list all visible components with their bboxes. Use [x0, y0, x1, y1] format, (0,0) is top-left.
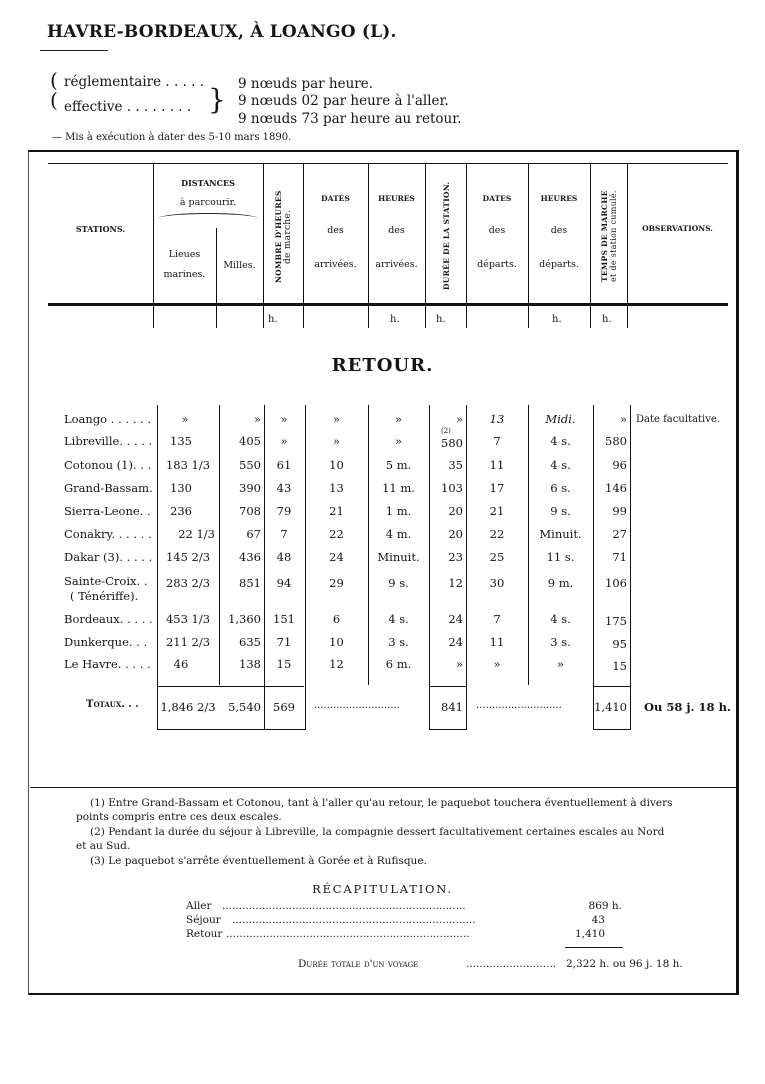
header-heures-dep-l2: des	[550, 225, 568, 236]
row-milles: 1,360	[228, 612, 261, 626]
row-milles: 550	[239, 458, 261, 472]
header-observations: OBSERVATIONS.	[642, 224, 713, 233]
row-station: Cotonou (1). . .	[64, 458, 152, 472]
header-heures-arr-l2: des	[388, 225, 405, 236]
totals-lieues: 1,846 2/3	[160, 700, 216, 714]
totals-heures: 569	[273, 700, 295, 714]
col-line-5	[368, 163, 369, 328]
row-heure-arr: »	[394, 434, 403, 448]
row-lieues: 22 1/3	[178, 527, 215, 541]
notes-separator	[30, 787, 736, 788]
brace-left-effective: (	[50, 88, 58, 112]
note-1-cont: points compris entre ces deux escales.	[76, 811, 282, 823]
row-heures: »	[280, 434, 288, 448]
section-title-retour: RETOUR.	[331, 355, 434, 376]
retour-speed-value: 9 nœuds 73 par heure au retour.	[238, 111, 462, 127]
col-line-4	[303, 163, 304, 328]
row-milles: 390	[239, 481, 261, 495]
row-heure-arr: 4 s.	[388, 612, 409, 626]
row-date-arr: »	[332, 434, 341, 448]
row-date-arr: »	[332, 412, 341, 426]
row-lieues: 236	[170, 504, 192, 518]
data-line-f	[593, 405, 594, 730]
page-title: HAVRE-BORDEAUX, À LOANGO (L).	[47, 22, 397, 42]
row-date-arr: 12	[329, 657, 344, 671]
unit-cumul: h.	[602, 314, 612, 325]
row-station: Dakar (3). . . . .	[64, 550, 153, 564]
data-line-e	[466, 405, 467, 730]
row-duree: 20	[448, 527, 463, 541]
row-date-arr: 10	[329, 635, 344, 649]
header-bottom-rule	[48, 303, 728, 306]
totals-dots-2: ...........................	[476, 700, 562, 711]
col-line-10	[627, 163, 628, 328]
col-line-2	[216, 228, 217, 328]
recap-retour-dots: .........................................................................	[226, 928, 470, 940]
totals-bottom-c	[593, 729, 630, 730]
row-heure-arr: 11 m.	[382, 481, 415, 495]
recap-rule	[565, 947, 623, 948]
header-dates-arr-l2: des	[327, 225, 344, 236]
row-heure-dep: 11 s.	[546, 550, 575, 564]
note-2: (2) Pendant la durée du séjour à Libreville, la compagnie dessert facultativement certaines escales au Nord	[90, 826, 665, 838]
row-date-dep: 7	[493, 612, 501, 626]
row-milles: 67	[246, 527, 261, 541]
row-lieues: »	[181, 412, 189, 426]
row-date-dep: 7	[493, 434, 501, 448]
header-distances-l1: DISTANCES	[181, 178, 235, 188]
header-dates-arr-l3: arrivées.	[314, 259, 357, 270]
row-lieues: 283 2/3	[165, 576, 211, 590]
row-lieues: 453 1/3	[165, 612, 211, 626]
row-duree: 23	[448, 550, 463, 564]
row-heures: 43	[276, 481, 292, 495]
recap-title: RÉCAPITULATION.	[312, 882, 453, 896]
row-date-arr: 24	[329, 550, 344, 564]
row-duree: »	[455, 412, 463, 426]
row-milles: 436	[239, 550, 261, 564]
aller-speed-value: 9 nœuds 02 par heure à l'aller.	[238, 93, 449, 109]
col-line-3	[263, 163, 264, 328]
row-heure-arr: 1 m.	[385, 504, 412, 518]
row-station: Loango . . . . . .	[64, 412, 151, 426]
row-heure-arr: 4 m.	[385, 527, 412, 541]
row-heures: »	[280, 412, 288, 426]
header-duree-station: DURÉE DE LA STATION.	[441, 181, 451, 291]
row-lieues: 46	[173, 657, 189, 671]
row-heure-dep: 4 s.	[550, 458, 571, 472]
recap-sejour-label: Séjour	[186, 914, 221, 926]
row-heures: 79	[276, 504, 292, 518]
row-milles: 851	[239, 576, 261, 590]
row-cumul: »	[619, 412, 627, 426]
header-temps-cumule: TEMPS DE MARCHE et de station cumulé.	[600, 190, 618, 282]
header-heures-dep-l1: HEURES	[540, 194, 578, 203]
recap-retour-label: Retour	[186, 928, 223, 940]
row-date-arr: 22	[329, 527, 344, 541]
row-heures: 71	[276, 635, 292, 649]
row-lieues: 135	[170, 434, 192, 448]
unit-heures-marche: h.	[268, 314, 278, 325]
row-milles: 635	[239, 635, 261, 649]
recap-aller-value: 869 h.	[588, 900, 622, 912]
row-heure-dep: 4 s.	[550, 612, 571, 626]
row-station: Conakry. . . . . .	[64, 527, 152, 541]
distances-brace	[158, 213, 258, 224]
data-line-b	[264, 405, 265, 730]
row-lieues: 130	[170, 481, 192, 495]
row-station: Libreville. . . . .	[64, 434, 153, 448]
row-cumul: 99	[612, 504, 627, 518]
row-heure-dep: 3 s.	[550, 635, 571, 649]
brace-left-reglementaire: (	[50, 68, 58, 92]
totals-cumul: 1,410	[594, 700, 627, 714]
totals-rule-b	[429, 686, 466, 687]
row-cumul: 96	[612, 458, 627, 472]
row-date-dep: 11	[489, 458, 505, 472]
row-heure-arr: 6 m.	[385, 657, 412, 671]
totals-label: Totaux. . .	[86, 699, 139, 710]
header-stations: STATIONS.	[75, 224, 126, 234]
row-heure-arr: Minuit.	[377, 550, 420, 564]
row-date-dep: 25	[489, 550, 505, 564]
totals-observation: Ou 58 j. 18 h.	[644, 700, 731, 714]
totals-milles: 5,540	[228, 700, 261, 714]
row-station: Sierra-Leone. .	[64, 504, 151, 518]
row-note-marker: (2)	[441, 427, 451, 435]
row-date-dep: 17	[489, 481, 505, 495]
row-station: Sainte-Croix. .	[64, 574, 148, 588]
row-station-sub: ( Ténériffe).	[70, 589, 139, 603]
row-station: Dunkerque. . .	[64, 635, 148, 649]
totals-duree: 841	[441, 700, 463, 714]
row-heures: 15	[276, 657, 292, 671]
row-lieues: 211 2/3	[165, 635, 211, 649]
row-cumul: 95	[612, 637, 627, 651]
note-3: (3) Le paquebot s'arrête éventuellement à Gorée et à Rufisque.	[90, 855, 427, 867]
row-heure-dep: Midi.	[545, 412, 576, 426]
row-cumul: 71	[612, 550, 627, 564]
row-milles: 708	[239, 504, 261, 518]
data-line-g	[630, 405, 631, 730]
row-heure-dep: 6 s.	[550, 481, 571, 495]
row-heure-arr: »	[394, 412, 403, 426]
header-lieues-l1: Lieues	[168, 249, 201, 260]
row-heure-dep: 9 s.	[550, 504, 571, 518]
header-distances-l2: à parcourir.	[179, 197, 237, 208]
row-cumul: 15	[612, 659, 627, 673]
row-duree: 580	[441, 436, 463, 450]
row-heures: 61	[276, 458, 292, 472]
row-date-arr: 29	[329, 576, 344, 590]
totals-bottom-b	[429, 729, 466, 730]
header-heures-marche: NOMBRE D'HEURES de marche.	[273, 190, 293, 284]
recap-duree-value: 2,322 h. ou 96 j. 18 h.	[566, 958, 683, 970]
col-line-7	[466, 163, 467, 328]
row-station: Grand-Bassam.	[64, 481, 153, 495]
header-heures-dep-l3: départs.	[539, 259, 579, 270]
recap-duree-label: Durée totale d'un voyage	[298, 958, 419, 970]
row-milles: 138	[239, 657, 261, 671]
row-heures: 7	[280, 527, 288, 541]
totals-rule-a	[157, 686, 304, 687]
row-heure-dep: 4 s.	[550, 434, 571, 448]
row-date-dep: 22	[489, 527, 505, 541]
row-duree: 12	[448, 576, 463, 590]
row-cumul: 175	[605, 614, 627, 628]
row-duree: 20	[448, 504, 463, 518]
row-duree: »	[455, 657, 463, 671]
effective-label: effective . . . . . . . .	[64, 99, 192, 115]
row-heure-dep: Minuit.	[539, 527, 582, 541]
row-date-dep: 30	[489, 576, 505, 590]
row-heures: 48	[276, 550, 292, 564]
row-station: Le Havre. . . . .	[64, 657, 151, 671]
row-cumul: 27	[612, 527, 627, 541]
row-duree: 24	[448, 612, 463, 626]
header-lieues-l2: marines.	[163, 269, 206, 280]
recap-sejour-value: 43	[591, 914, 605, 926]
totals-dots-1: ...........................	[314, 700, 400, 711]
totals-rule-c	[593, 686, 630, 687]
recap-aller-dots: .........................................................................	[222, 900, 466, 912]
data-line-d	[429, 405, 430, 730]
data-line-a	[157, 405, 158, 730]
recap-duree-dots: ...........................	[466, 958, 557, 970]
row-lieues: 183 1/3	[165, 458, 211, 472]
row-heures: 151	[273, 612, 295, 626]
col-line-8	[528, 163, 529, 328]
row-milles: »	[253, 412, 261, 426]
unit-heures-dep: h.	[552, 314, 562, 325]
row-date-dep: 11	[489, 635, 505, 649]
note-2-cont: et au Sud.	[76, 840, 131, 852]
row-date-arr: 13	[329, 481, 344, 495]
row-station: Bordeaux. . . . .	[64, 612, 153, 626]
recap-sejour-dots: .........................................................................	[232, 914, 476, 926]
reglementaire-label: réglementaire . . . . .	[64, 74, 205, 90]
reglementaire-value: 9 nœuds par heure.	[238, 76, 374, 92]
row-heure-dep: »	[556, 657, 565, 671]
execution-note: — Mis à exécution à dater des 5-10 mars 1890.	[52, 132, 292, 143]
title-rule	[40, 50, 108, 51]
col-line-9	[590, 163, 591, 328]
note-1: (1) Entre Grand-Bassam et Cotonou, tant à l'aller qu'au retour, le paquebot touchera éventuellement à divers	[90, 797, 673, 809]
header-heures-arr-l3: arrivées.	[375, 259, 418, 270]
row-date-arr: 10	[329, 458, 344, 472]
data-line-c	[305, 405, 306, 730]
header-top-rule	[48, 163, 728, 164]
row-duree: 24	[448, 635, 463, 649]
row-duree: 35	[448, 458, 463, 472]
header-milles: Milles.	[223, 260, 256, 271]
row-heures: 94	[276, 576, 292, 590]
unit-duree: h.	[436, 314, 446, 325]
header-dates-dep-l2: des	[488, 225, 506, 236]
brace-right-effective: }	[208, 83, 226, 116]
row-obs: Date facultative.	[636, 414, 720, 425]
row-cumul: 580	[605, 434, 627, 448]
row-cumul: 106	[605, 576, 627, 590]
row-date-dep: 13	[489, 412, 505, 426]
row-date-arr: 6	[332, 612, 341, 626]
row-heure-arr: 9 s.	[388, 576, 409, 590]
header-dates-arr-l1: DATES	[321, 194, 350, 203]
row-date-dep: 21	[489, 504, 505, 518]
totals-bottom-a	[157, 729, 305, 730]
row-heure-arr: 5 m.	[385, 458, 412, 472]
header-dates-dep-l1: DATES	[482, 194, 512, 203]
row-milles: 405	[239, 434, 261, 448]
row-cumul: 146	[605, 481, 627, 495]
unit-heures-arr: h.	[390, 314, 400, 325]
recap-aller-label: Aller	[186, 900, 212, 912]
col-line-6	[425, 163, 426, 328]
row-heure-arr: 3 s.	[388, 635, 409, 649]
row-heure-dep: 9 m.	[547, 576, 574, 590]
header-heures-arr-l1: HEURES	[378, 194, 415, 203]
row-date-arr: 21	[329, 504, 344, 518]
header-dates-dep-l3: départs.	[477, 259, 517, 270]
recap-retour-value: 1,410	[574, 928, 605, 940]
row-duree: 103	[441, 481, 463, 495]
row-lieues: 145 2/3	[165, 550, 211, 564]
row-date-dep: »	[493, 657, 501, 671]
